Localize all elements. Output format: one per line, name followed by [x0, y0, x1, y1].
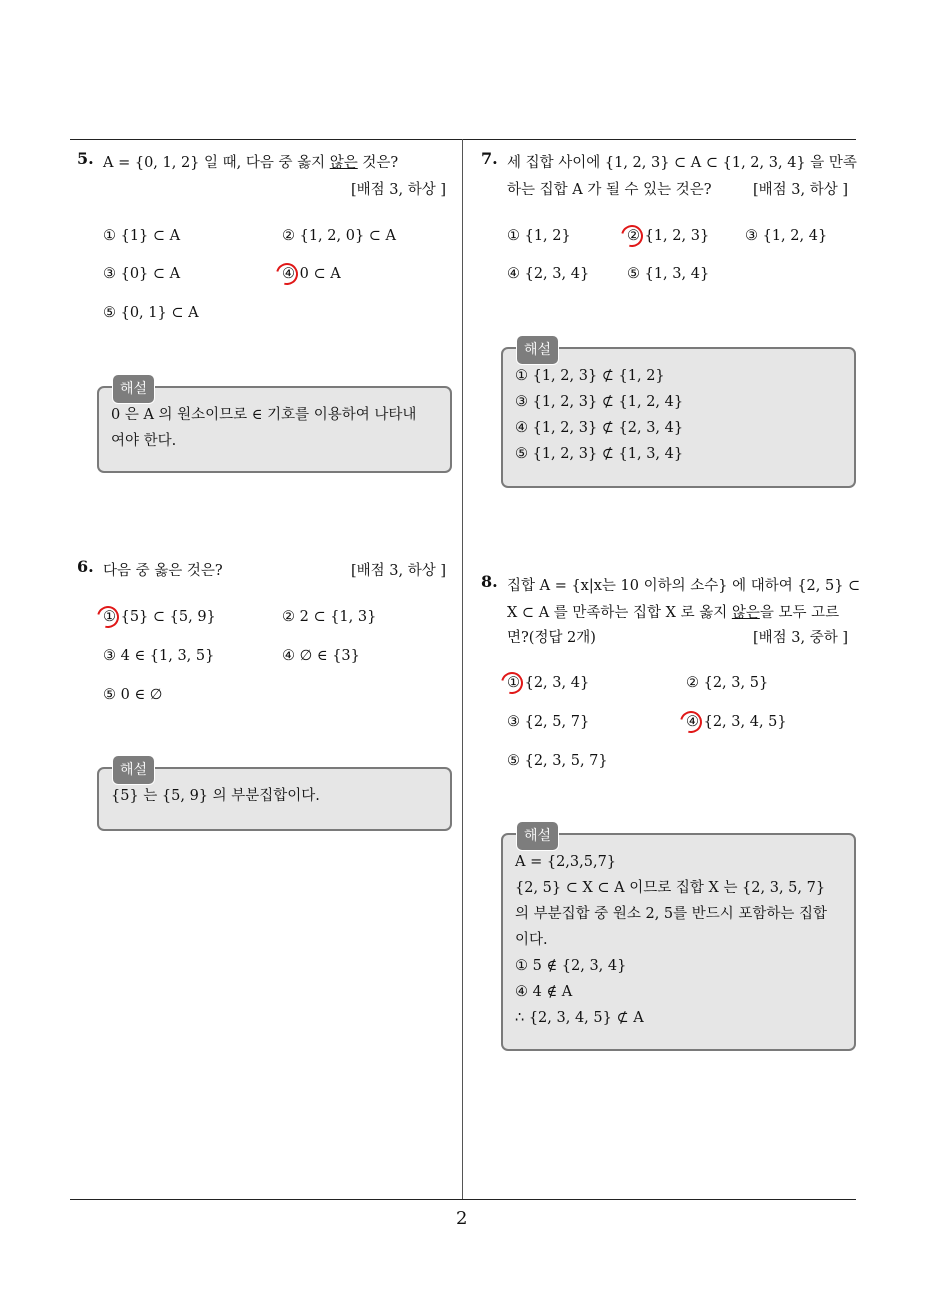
option-3[interactable]: ③ 4 ∈ {1, 3, 5} [103, 648, 215, 664]
option-2[interactable]: ② {2, 3, 5} [686, 675, 769, 691]
option-4[interactable]: ④ ∅ ∈ {3} [282, 648, 360, 664]
explanation-line: ④ 4 ∉ A [515, 984, 573, 1000]
top-rule [70, 139, 856, 140]
question-text: A = {0, 1, 2} 일 때, 다음 중 옳지 않은 것은? [103, 155, 399, 171]
option-4[interactable]: ④ {2, 3, 4, 5} [686, 714, 787, 730]
explanation-box [501, 828, 856, 1051]
score-info: [배점 3, 하상 ] [753, 182, 849, 198]
question-text: 다음 중 옳은 것은? [103, 563, 223, 579]
page-number: 2 [456, 1208, 468, 1229]
option-1[interactable]: ① {1} ⊂ A [103, 228, 181, 244]
question-text-line3: 면?(정답 2개) [507, 630, 596, 646]
question-number: 7. [481, 149, 498, 168]
bottom-rule [70, 1199, 856, 1200]
question-text-line2: X ⊂ A 를 만족하는 집합 X 로 옳지 않은을 모두 고르 [507, 605, 840, 621]
answer-mark-circle [272, 259, 302, 289]
option-4[interactable]: ④ 0 ⊂ A [282, 266, 341, 282]
explanation-line: ⑤ {1, 2, 3} ⊄ {1, 3, 4} [515, 446, 684, 462]
question-number: 5. [77, 149, 94, 168]
explanation-box [97, 762, 452, 831]
option-5[interactable]: ⑤ {1, 3, 4} [627, 266, 710, 282]
explanation-label: 해설 [112, 374, 155, 404]
question-text-line1: 집합 A = {x|x는 10 이하의 소수} 에 대하여 {2, 5} ⊂ [507, 578, 861, 594]
option-1[interactable]: ① {1, 2} [507, 228, 571, 244]
option-3[interactable]: ③ {2, 5, 7} [507, 714, 590, 730]
option-2[interactable]: ② {1, 2, 0} ⊂ A [282, 228, 397, 244]
option-1[interactable]: ① {5} ⊂ {5, 9} [103, 609, 216, 625]
score-info: [배점 3, 하상 ] [351, 563, 447, 579]
option-5[interactable]: ⑤ {0, 1} ⊂ A [103, 305, 199, 321]
explanation-line: A = {2,3,5,7} [515, 854, 617, 870]
option-1[interactable]: ① {2, 3, 4} [507, 675, 590, 691]
explanation-box [97, 381, 452, 473]
explanation-line: {2, 5} ⊂ X ⊂ A 이므로 집합 X 는 {2, 3, 5, 7} [515, 880, 826, 896]
option-4[interactable]: ④ {2, 3, 4} [507, 266, 590, 282]
explanation-line: ① {1, 2, 3} ⊄ {1, 2} [515, 368, 665, 384]
score-info: [배점 3, 하상 ] [351, 182, 447, 198]
score-info: [배점 3, 중하 ] [753, 630, 849, 646]
column-divider [462, 139, 463, 1200]
explanation-line: 의 부분집합 중 원소 2, 5를 반드시 포함하는 집합 [515, 906, 828, 922]
question-number: 8. [481, 572, 498, 591]
explanation-label: 해설 [112, 755, 155, 785]
explanation-label: 해설 [516, 335, 559, 365]
question-text-line1: 세 집합 사이에 {1, 2, 3} ⊂ A ⊂ {1, 2, 3, 4} 을 만족 [507, 155, 857, 171]
option-2[interactable]: ② {1, 2, 3} [627, 228, 710, 244]
explanation-label: 해설 [516, 821, 559, 851]
explanation-box [501, 342, 856, 488]
question-text-line2: 하는 집합 A 가 될 수 있는 것은? [507, 182, 712, 198]
option-2[interactable]: ② 2 ⊂ {1, 3} [282, 609, 377, 625]
explanation-line: 이다. [515, 932, 548, 948]
option-3[interactable]: ③ {0} ⊂ A [103, 266, 181, 282]
explanation-line: ∴ {2, 3, 4, 5} ⊄ A [515, 1010, 644, 1026]
option-5[interactable]: ⑤ 0 ∈ ∅ [103, 687, 163, 703]
option-5[interactable]: ⑤ {2, 3, 5, 7} [507, 753, 608, 769]
explanation-line: ① 5 ∉ {2, 3, 4} [515, 958, 627, 974]
question-number: 6. [77, 557, 94, 576]
option-3[interactable]: ③ {1, 2, 4} [745, 228, 828, 244]
explanation-line: 0 은 A 의 원소이므로 ∈ 기호를 이용하여 나타내 [111, 407, 417, 423]
explanation-line: ③ {1, 2, 3} ⊄ {1, 2, 4} [515, 394, 684, 410]
explanation-line: {5} 는 {5, 9} 의 부분집합이다. [111, 788, 320, 804]
explanation-line: ④ {1, 2, 3} ⊄ {2, 3, 4} [515, 420, 684, 436]
explanation-line: 여야 한다. [111, 433, 177, 449]
